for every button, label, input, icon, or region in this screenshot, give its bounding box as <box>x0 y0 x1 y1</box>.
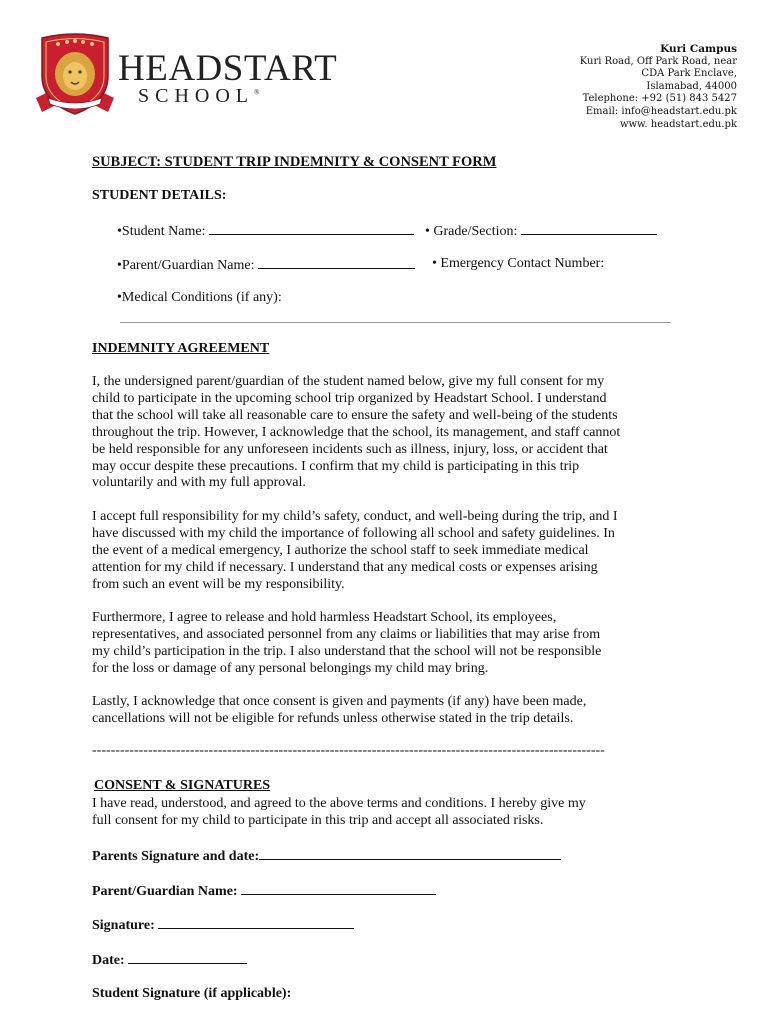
address-line: Islamabad, 44000 <box>646 80 737 92</box>
website-line: www. headstart.edu.pk <box>619 118 737 130</box>
student-details-heading: STUDENT DETAILS: <box>92 188 227 203</box>
parent-guardian-name-label: Parent/Guardian Name: <box>92 884 238 899</box>
brand-subtitle: SCHOOL® <box>138 85 260 107</box>
email-line: Email: info@headstart.edu.pk <box>585 105 737 117</box>
school-crest-logo <box>34 32 116 118</box>
address-line: Kuri Road, Off Park Road, near <box>579 55 737 67</box>
emergency-contact-label: Emergency Contact Number: <box>440 256 605 271</box>
parent-name-line[interactable] <box>258 256 415 269</box>
student-name-field: •Student Name: <box>117 222 414 240</box>
grade-section-label: Grade/Section: <box>433 224 518 239</box>
student-name-label: Student Name: <box>121 224 206 239</box>
signature-label: Signature: <box>92 918 155 933</box>
parent-guardian-name-line[interactable] <box>241 882 436 895</box>
telephone-line: Telephone: +92 (51) 843 5427 <box>582 93 737 105</box>
indemnity-paragraph-3: Furthermore, I agree to release and hold harmless Headstart School, its employees, representatives, and associated personnel from any claims or liabilities that may arise from my child’s participation in the trip. I also understand that the school will not be responsible for the loss or damage of any personal belongings my child may bring. <box>92 610 602 676</box>
date-line[interactable] <box>128 951 247 964</box>
date-field <box>92 951 247 969</box>
consent-text: I have read, understood, and agreed to the above terms and conditions. I hereby give my full consent for my child to participate in this trip and accept all associated risks. <box>92 796 586 828</box>
signature-field <box>92 916 354 934</box>
parent-guardian-name-field <box>92 882 436 900</box>
medical-conditions-field: •Medical Conditions (if any): <box>117 290 282 305</box>
campus-address <box>580 43 737 131</box>
parents-signature-date-label: Parents Signature and date: <box>92 849 260 864</box>
indemnity-paragraph-2: I accept full responsibility for my child’s safety, conduct, and well-being during the trip, and I have discussed with my child the importance of following all school and safety guidelines. In the event of a medical emergency, I authorize the school staff to seek immediate medical attention for my child if necessary. I understand that any medical costs or expenses arising from such an event will be my responsibility. <box>92 509 618 592</box>
student-name-line[interactable] <box>209 222 414 235</box>
date-label: Date: <box>92 953 125 968</box>
indemnity-heading: INDEMNITY AGREEMENT <box>92 341 270 356</box>
medical-conditions-label: Medical Conditions (if any): <box>121 290 282 305</box>
form-subject: SUBJECT: STUDENT TRIP INDEMNITY & CONSENT FORM <box>92 154 497 170</box>
emergency-contact-field: • Emergency Contact Number: <box>432 256 605 271</box>
dashed-separator: -------------------------------------------------------------------------------------------------------------- <box>92 743 605 758</box>
student-signature-field <box>92 986 291 1002</box>
brand-name: HEADSTART <box>118 48 338 89</box>
parents-signature-date-line[interactable] <box>259 847 561 860</box>
campus-title: Kuri Campus <box>660 43 737 55</box>
grade-section-line[interactable] <box>521 222 657 235</box>
parents-signature-date-field <box>92 847 561 865</box>
indemnity-paragraph-4: Lastly, I acknowledge that once consent is given and payments (if any) have been made, cancellations will not be eligible for refunds unless otherwise stated in the trip details. <box>92 694 587 726</box>
section-divider <box>120 322 671 323</box>
indemnity-paragraph-1: I, the undersigned parent/guardian of the student named below, give my full consent for my child to participate in the upcoming school trip organized by Headstart School. I understand that the school will take all reasonable care to ensure the safety and well-being of the students throughout the trip. However, I acknowledge that the school, its management, and staff cannot be held responsible for any unforeseen incidents such as illness, injury, loss, or accident that may occur despite these precautions. I confirm that my child is participating in this trip voluntarily and with my full approval. <box>92 374 621 491</box>
parent-name-label: Parent/Guardian Name: <box>121 258 255 273</box>
signature-line[interactable] <box>158 916 354 929</box>
parent-name-field: •Parent/Guardian Name: <box>117 256 415 274</box>
address-line: CDA Park Enclave, <box>641 68 737 80</box>
consent-heading: CONSENT & SIGNATURES <box>94 778 271 793</box>
grade-section-field: • Grade/Section: <box>425 222 657 240</box>
student-signature-label: Student Signature (if applicable): <box>92 986 292 1001</box>
